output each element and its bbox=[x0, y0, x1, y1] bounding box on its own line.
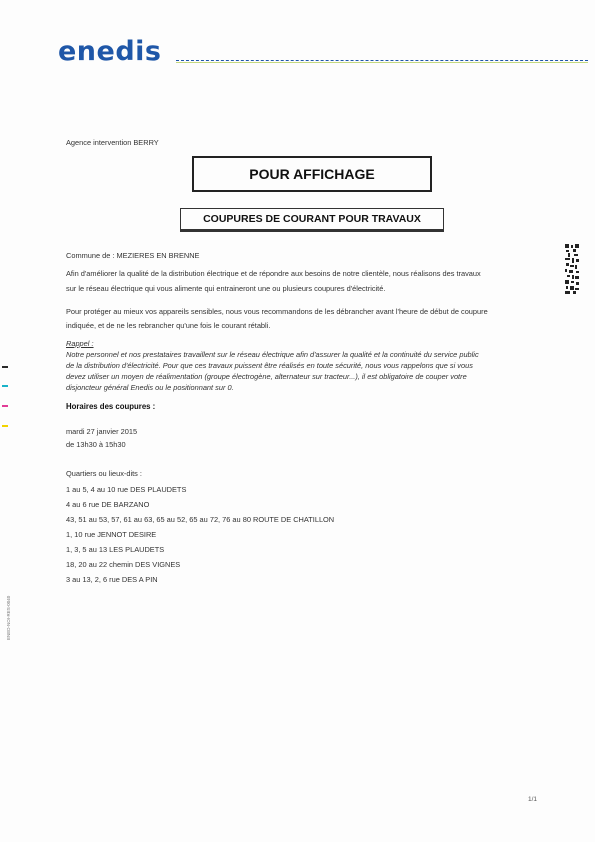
intro-line-2: sur le réseau électrique qui vous alimente qui entraineront une ou plusieurs coupures d'électricité. bbox=[66, 284, 386, 293]
quartier-item: 3 au 13, 2, 6 rue DES A PIN bbox=[66, 575, 158, 584]
rappel-line-1: Notre personnel et nos prestataires travaillent sur le réseau électrique afin d'assurer la qualité et la continuité du service public bbox=[66, 350, 479, 359]
title-text: POUR AFFICHAGE bbox=[249, 166, 375, 182]
rappel-line-2: de la distribution d'électricité. Pour que ces travaux puissent être réalisés en toute sécurité, nous vous rappelons que si vous bbox=[66, 361, 473, 370]
protect-line-2: indiquée, et de ne les rebrancher qu'une fois le courant rétabli. bbox=[66, 321, 271, 330]
quartier-item: 4 au 6 rue DE BARZANO bbox=[66, 500, 150, 509]
quartier-item: 1, 10 rue JENNOT DESIRE bbox=[66, 530, 157, 539]
agency-label: Agence intervention BERRY bbox=[66, 138, 159, 147]
protect-line-1: Pour protéger au mieux vos appareils sensibles, nous vous recommandons de les débrancher avant l'heure de début de coupure bbox=[66, 307, 488, 316]
quartiers-heading: Quartiers ou lieux-dits : bbox=[66, 469, 142, 478]
enedis-logo: enedis bbox=[58, 36, 162, 67]
qr-code-icon bbox=[565, 244, 579, 294]
quartier-item: 18, 20 au 22 chemin DES VIGNES bbox=[66, 560, 181, 569]
side-reference-code: ENED-NOI-RES-0040 bbox=[6, 595, 11, 640]
header-rule bbox=[176, 60, 588, 61]
subtitle-text: COUPURES DE COURANT POUR TRAVAUX bbox=[203, 213, 421, 225]
quartier-item: 1 au 5, 4 au 10 rue DES PLAUDETS bbox=[66, 485, 187, 494]
horaires-heading: Horaires des coupures : bbox=[66, 402, 156, 411]
page-number: 1/1 bbox=[528, 796, 538, 803]
subtitle-box bbox=[180, 208, 444, 230]
print-mark bbox=[2, 405, 8, 407]
schedule-date: mardi 27 janvier 2015 bbox=[66, 427, 138, 436]
schedule-hours: de 13h30 à 15h30 bbox=[66, 440, 126, 449]
print-mark bbox=[2, 385, 8, 387]
header-rule-accent bbox=[176, 62, 588, 63]
rappel-line-3: devez utiliser un moyen de réalimentation (groupe électrogène, alternateur sur tracteur...), il est obligatoire de couper votre bbox=[66, 372, 467, 381]
print-mark bbox=[2, 366, 8, 368]
intro-line-1: Afin d'améliorer la qualité de la distribution électrique et de répondre aux besoins de notre clientèle, nous réalisons des travaux bbox=[66, 269, 481, 278]
commune-line: Commune de : MEZIERES EN BRENNE bbox=[66, 251, 200, 260]
print-mark bbox=[2, 425, 8, 427]
quartier-item: 1, 3, 5 au 13 LES PLAUDETS bbox=[66, 545, 165, 554]
quartier-item: 43, 51 au 53, 57, 61 au 63, 65 au 52, 65 au 72, 76 au 80 ROUTE DE CHATILLON bbox=[66, 515, 335, 524]
rappel-line-4: disjoncteur général Enedis ou le positionnant sur 0. bbox=[66, 383, 234, 392]
rappel-heading: Rappel : bbox=[66, 339, 94, 348]
title-box bbox=[192, 156, 432, 192]
